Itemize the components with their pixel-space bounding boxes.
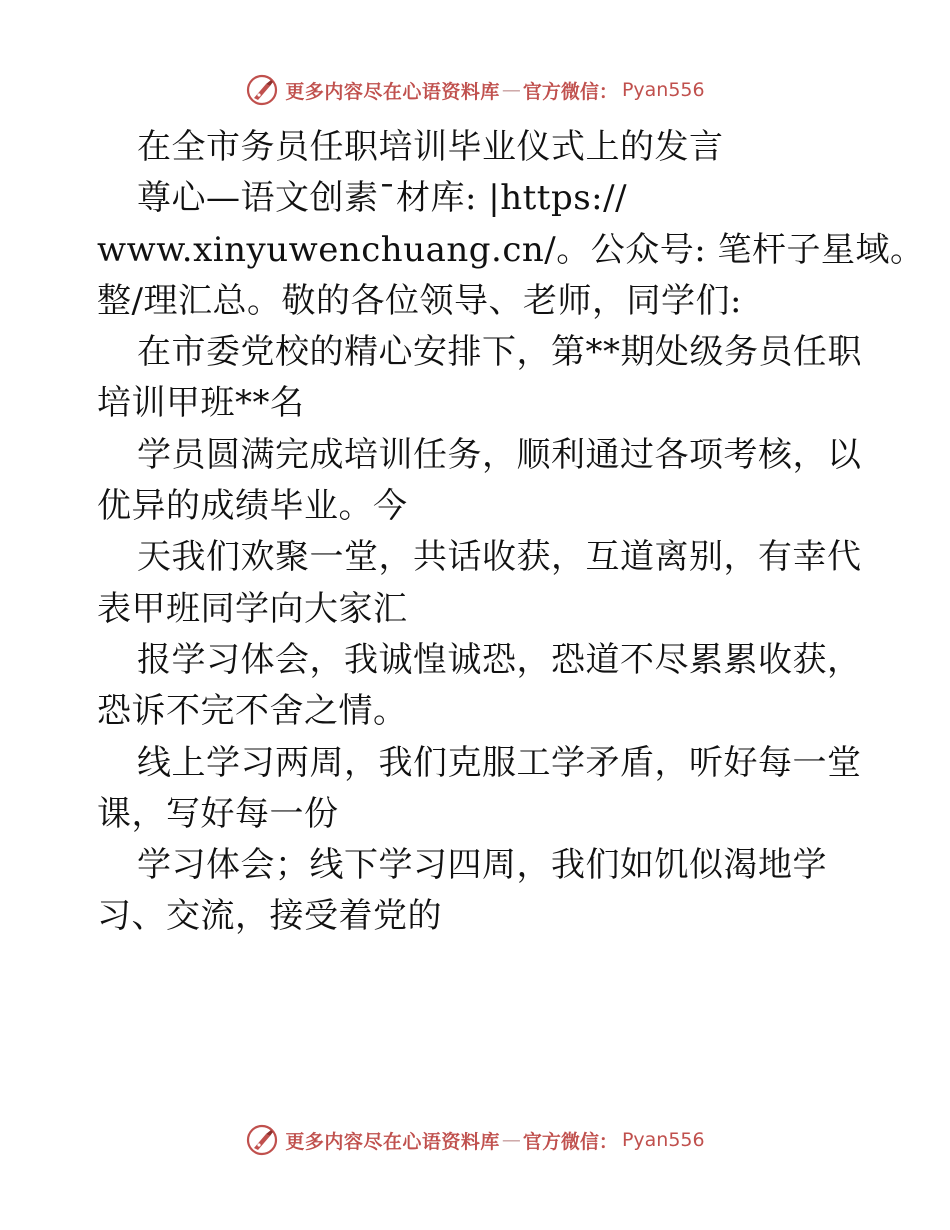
pen-nib-logo-icon xyxy=(245,1123,279,1157)
text-line: 优异的成绩毕业。今 xyxy=(97,486,408,527)
text-line: 报学习体会，我诚惶诚恐，恐道不尽累累收获， xyxy=(137,639,862,680)
watermark-separator: — xyxy=(501,79,521,101)
text-line: 在全市务员任职培训毕业仪式上的发言 xyxy=(137,127,724,167)
text-line: 习、交流，接受着党的 xyxy=(97,896,442,937)
watermark-separator: — xyxy=(501,1129,521,1151)
text-line: 学习体会；线下学习四周，我们如饥似渴地学 xyxy=(137,845,827,886)
document-body xyxy=(97,122,925,943)
watermark-wechat-label: 官方微信： xyxy=(522,1130,618,1153)
text-line: www.xinyuwenchuang.cn/。公众号: 笔杆子星域。 xyxy=(97,229,925,270)
text-line: 课，写好每一份 xyxy=(97,793,339,834)
pen-nib-logo-icon xyxy=(245,73,279,107)
watermark-wechat-id: Pyan556 xyxy=(621,1129,705,1151)
text-line: 线上学习两周，我们克服工学矛盾，听好每一堂 xyxy=(137,742,862,783)
watermark-site-text: 更多内容尽在心语资料库 xyxy=(285,1130,500,1153)
text-line: 表甲班同学向大家汇 xyxy=(97,588,408,629)
text-line: 培训甲班**名 xyxy=(97,383,305,424)
text-line: 天我们欢聚一堂，共话收获，互道离别，有幸代 xyxy=(137,537,862,578)
header-watermark xyxy=(0,70,950,110)
text-line: 整/理汇总。敬的各位领导、老师，同学们: xyxy=(97,280,742,321)
watermark-wechat-id: Pyan556 xyxy=(621,79,705,101)
footer-watermark xyxy=(0,1120,950,1160)
text-line: 尊心—语文创素¯材库: |https:// xyxy=(137,178,628,219)
text-line: 恐诉不完不舍之情。 xyxy=(97,691,408,732)
text-line: 在市委党校的精心安排下，第**期处级务员任职 xyxy=(137,332,862,373)
watermark-wechat-label: 官方微信： xyxy=(522,80,618,103)
watermark-site-text: 更多内容尽在心语资料库 xyxy=(285,80,500,103)
text-line: 学员圆满完成培训任务，顺利通过各项考核，以 xyxy=(137,434,862,475)
